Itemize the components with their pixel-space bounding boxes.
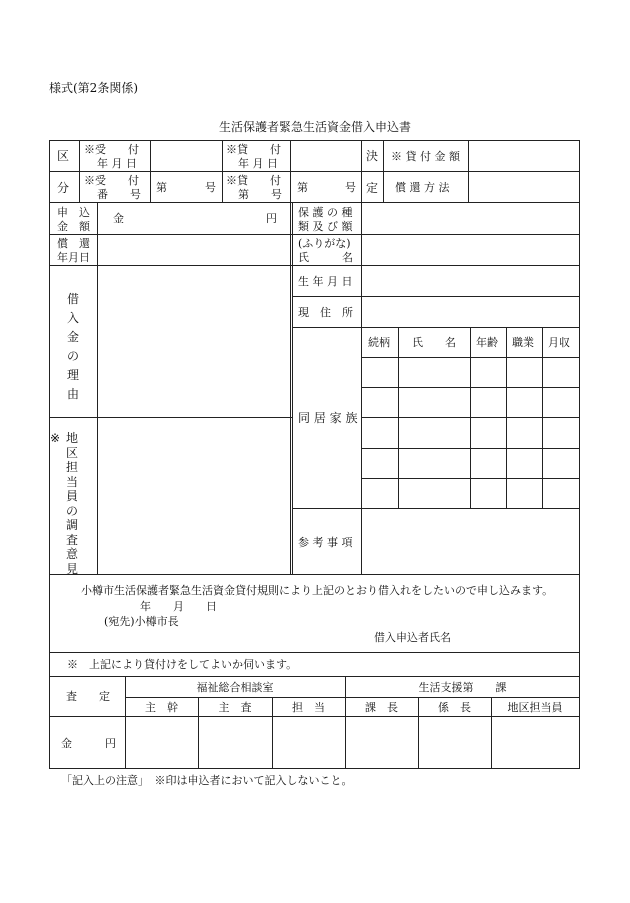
kin-yen-label: 金 円 — [61, 737, 116, 750]
repay-date-label-2: 年月日 — [57, 251, 90, 264]
applicant-name-label: 借入申込者氏名 — [374, 631, 451, 644]
role-supervisor: 主 査 — [218, 701, 252, 714]
household-col-occupation: 職業 — [512, 336, 534, 349]
receipt-no-label-1: ※受 付 — [84, 174, 139, 187]
survey-label: 地 区 担 当 員 の 調 査 意 見 — [65, 431, 78, 576]
approval-note: ※ 上記により貸付けをしてよいか伺います。 — [67, 658, 298, 671]
addressee: (宛先)小樽市長 — [104, 615, 179, 628]
loan-date-label-1: ※貸 付 — [226, 143, 281, 156]
role-chief: 主 幹 — [145, 701, 178, 714]
form-title: 生活保護者緊急生活資金借入申込書 — [218, 120, 411, 134]
go-label-2: 号 — [345, 181, 356, 194]
apply-amount-label-2: 金 額 — [57, 220, 90, 233]
form-reference: 様式(第2条関係) — [49, 81, 138, 95]
repay-method-label: 償 還 方 法 — [395, 181, 450, 194]
household-col-income: 月収 — [548, 336, 570, 349]
household-col-name: 氏 名 — [412, 336, 456, 349]
receipt-date-label-1: ※受 付 — [84, 143, 139, 156]
declaration-text: 小樽市生活保護者緊急生活資金貸付規則により上記のとおり借入れをしたいので申し込みます。 — [81, 584, 554, 597]
kin-label: 金 — [113, 212, 124, 225]
name-label: 氏 名 — [298, 251, 353, 264]
address-label: 現 住 所 — [298, 306, 353, 319]
receipt-no-label-2: 番 号 — [97, 188, 141, 201]
loan-amount-label: ※ 貸 付 金 額 — [391, 150, 460, 163]
bun-label: 分 — [57, 181, 70, 195]
dept-welfare: 福祉総合相談室 — [196, 681, 274, 694]
role-district-officer: 地区担当員 — [507, 701, 563, 714]
apply-amount-label-1: 申 込 — [57, 206, 90, 219]
role-section-chief: 課 長 — [365, 701, 398, 714]
loan-no-label-2: 第 号 — [238, 188, 282, 201]
household-col-age: 年齢 — [476, 336, 498, 349]
protection-type-label-2: 類 及 び 額 — [298, 220, 353, 233]
loan-date-label-2: 年 月 日 — [238, 157, 278, 170]
footer-note: 「記入上の注意」 ※印は申込者において記入しないこと。 — [61, 774, 353, 787]
tei-label: 定 — [366, 181, 379, 195]
receipt-date-label-2: 年 月 日 — [97, 157, 137, 170]
reason-label: 借 入 金 の 理 由 — [66, 292, 79, 401]
household-label: 同 居 家 族 — [298, 411, 358, 425]
loan-no-label-1: ※貸 付 — [226, 174, 281, 187]
dai-label: 第 — [156, 181, 167, 194]
go-label: 号 — [205, 181, 216, 194]
dai-label-2: 第 — [297, 181, 308, 194]
ketsu-label: 決 — [366, 149, 379, 163]
repay-date-label-1: 償 還 — [57, 237, 90, 250]
birthdate-label: 生 年 月 日 — [298, 275, 353, 288]
yen-label: 円 — [266, 212, 277, 225]
remarks-label: 参 考 事 項 — [298, 536, 353, 549]
ku-label: 区 — [57, 149, 70, 163]
furigana-label: (ふりがな) — [298, 237, 351, 250]
dept-support: 生活支援第 課 — [418, 681, 507, 694]
protection-type-label-1: 保 護 の 種 — [298, 206, 353, 219]
role-unit-chief: 係 長 — [438, 701, 471, 714]
sate-label: 査 定 — [66, 690, 110, 703]
household-col-relation: 続柄 — [368, 336, 390, 349]
role-staff: 担 当 — [292, 701, 325, 714]
declaration-date: 年 月 日 — [140, 600, 217, 613]
survey-mark: ※ — [50, 431, 61, 445]
